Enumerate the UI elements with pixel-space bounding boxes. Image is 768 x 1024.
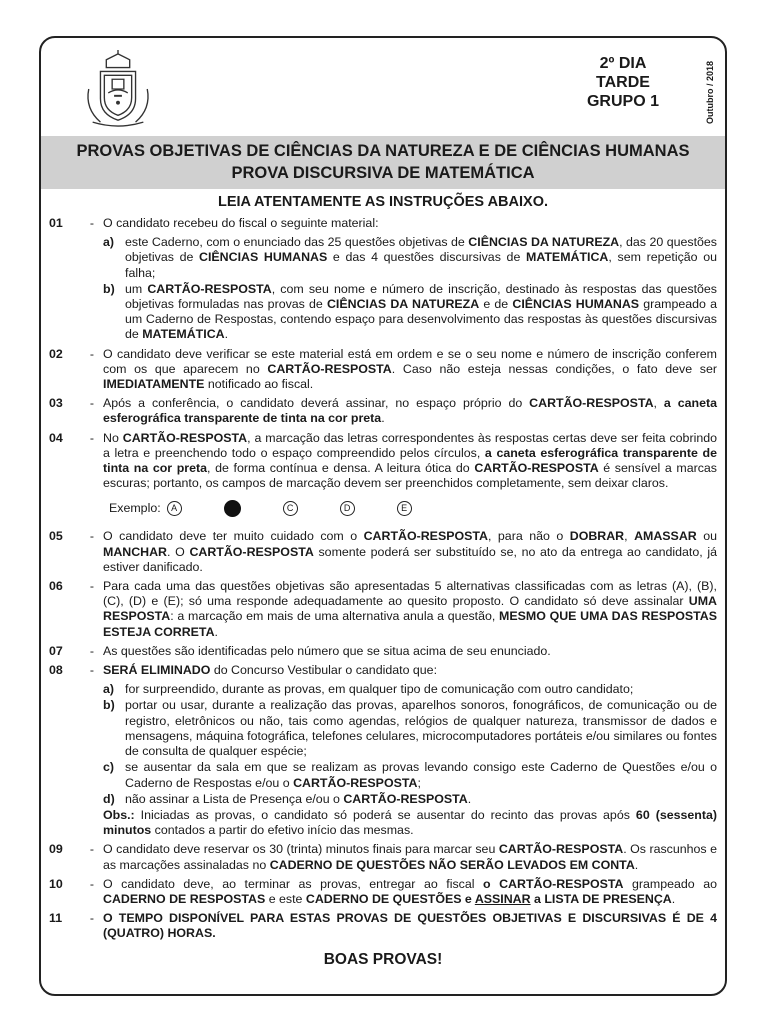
answer-marking-example (109, 495, 717, 521)
exam-title-line1: PROVAS OBJETIVAS DE CIÊNCIAS DA NATUREZA E DE CIÊNCIAS HUMANAS (76, 142, 690, 160)
item-number: 02 (49, 346, 63, 361)
item-number: 01 (49, 216, 63, 230)
item-number: 09 (49, 842, 63, 857)
item-text: O candidato deve ter muito cuidado com o CARTÃO-RESPOSTA, para não o DOBRAR, AMASSAR ou MANCHAR. O CARTÃO-RESPOSTA somente poderá ser substituído se, no ato da entrega ao candidato, já estiver danificado. (103, 529, 718, 574)
item-dash: - (89, 396, 95, 411)
example-option-c: C (283, 501, 298, 516)
exam-day-block (573, 54, 673, 111)
subitem-08d (103, 792, 717, 807)
item-dash: - (89, 842, 95, 857)
item-dash: - (89, 663, 95, 678)
item-dash: - (89, 430, 95, 445)
instruction-item-04 (49, 431, 717, 492)
item-dash: - (89, 579, 95, 594)
item-number: 06 (49, 579, 63, 594)
subitem-08c (103, 760, 717, 790)
item-text: Após a conferência, o candidato deverá assinar, no espaço próprio do CARTÃO-RESPOSTA, a caneta esferográfica transparente de tinta na cor preta. (103, 396, 718, 426)
instruction-item-02 (49, 347, 717, 393)
item-text: SERÁ ELIMINADO do Concurso Vestibular o candidato que: (103, 663, 438, 678)
instructions-list (41, 216, 725, 967)
item-number: 03 (49, 396, 63, 411)
item-number: 07 (49, 643, 63, 658)
item-text: O candidato deve reservar os 30 (trinta) minutos finais para marcar seu CARTÃO-RESPOSTA. Os rascunhos e as marcações assinaladas no CADERNO DE QUESTÕES NÃO SERÃO LEVADOS EM CONTA. (103, 842, 717, 872)
instruction-item-03 (49, 396, 717, 426)
item-dash: - (89, 911, 95, 926)
item-text: As questões são identificadas pelo número que se situa acima de seu enunciado. (103, 643, 551, 658)
exam-date: Outubro / 2018 (705, 60, 715, 124)
item-text: Para cada uma das questões objetivas são apresentadas 5 alternativas classificadas com as letras (A), (B), (C), (D) e (E); só uma responde adequadamente ao quesito proposto. O candidato só deve assinalar UMA RESPOSTA: a marcação em mais de uma alternativa anula a questão, MESMO QUE UMA DAS RESPOSTAS ESTEJA CORRETA. (103, 579, 717, 639)
exam-cover-frame (39, 36, 727, 996)
subitem-label: d) (103, 791, 115, 806)
university-crest-icon (79, 50, 157, 128)
subitem-08b (103, 698, 717, 759)
exam-day: 2º DIA (599, 55, 647, 72)
subitem-label: b) (103, 698, 115, 713)
item-dash: - (89, 876, 95, 891)
instruction-item-07 (49, 644, 717, 659)
item-text: O TEMPO DISPONÍVEL PARA ESTAS PROVAS DE QUESTÕES OBJETIVAS E DISCURSIVAS É DE 4 (QUATRO) HORAS. (103, 911, 717, 941)
instruction-item-06 (49, 579, 717, 640)
instruction-item-05 (49, 529, 717, 575)
example-option-d: D (340, 501, 355, 516)
exam-title-banner (41, 136, 725, 189)
item-number: 11 (49, 911, 63, 926)
subitem-01b (103, 282, 717, 343)
subitem-label: b) (103, 281, 115, 296)
instruction-08-subitems (103, 682, 717, 807)
instruction-01-subitems (103, 235, 717, 342)
exam-group: GRUPO 1 (586, 93, 659, 110)
item-text: O candidato deve verificar se este material está em ordem e se o seu nome e número de inscrição conferem com os que aparecem no CARTÃO-RESPOSTA. Caso não esteja nessas condições, o fato deve ser IMEDIATAMENTE notificado ao fiscal. (103, 346, 717, 392)
subitem-01a (103, 235, 717, 281)
item-number: 10 (49, 876, 63, 891)
subitem-text: este Caderno, com o enunciado das 25 questões objetivas de CIÊNCIAS DA NATUREZA, das 20 questões objetivas de CIÊNCIAS HUMANAS e das 4 questões discursivas de MATEMÁTICA, sem repetição ou falha; (125, 235, 718, 280)
example-option-e: E (397, 501, 412, 516)
item-number: 04 (49, 430, 63, 445)
item-dash: - (89, 216, 95, 230)
item-dash: - (89, 643, 95, 658)
example-label: Exemplo: (109, 500, 161, 515)
item-dash: - (89, 346, 95, 361)
subitem-text: um CARTÃO-RESPOSTA, com seu nome e número de inscrição, destinado às respostas das questões objetivas formuladas nas provas de CIÊNCIAS DA NATUREZA e de CIÊNCIAS HUMANAS grampeado a um Caderno de Respostas, contendo espaço para desenvolvimento das respostas às questões discursivas de MATEMÁTICA. (125, 281, 718, 342)
item-dash: - (89, 529, 95, 544)
exam-period: TARDE (596, 74, 650, 91)
exam-title-line2: PROVA DISCURSIVA DE MATEMÁTICA (231, 164, 535, 182)
subitem-label: a) (103, 235, 115, 250)
observation-note: Obs.: Iniciadas as provas, o candidato só poderá se ausentar do recinto das provas após 60 (sessenta) minutos contados a partir do efetivo início das mesmas. (103, 807, 717, 838)
subitem-label: c) (103, 760, 115, 775)
header (41, 38, 725, 130)
instruction-item-11 (49, 911, 717, 941)
closing-message: BOAS PROVAS! (323, 950, 443, 968)
subitem-text: não assinar a Lista de Presença e/ou o CARTÃO-RESPOSTA. (125, 791, 472, 806)
subitem-label: a) (103, 682, 115, 697)
item-text: No CARTÃO-RESPOSTA, a marcação das letras correspondentes às respostas certas deve ser feita cobrindo a letra e preenchendo todo o espaço compreendido pelos círculos, a caneta esferográfica transparente de tinta na cor preta, de forma contínua e densa. A leitura ótica do CARTÃO-RESPOSTA é sensível a marcas escuras; portanto, os campos de marcação devem ser preenchidos completamente, sem deixar claros. (103, 430, 717, 491)
item-text: O candidato recebeu do fiscal o seguinte material: (103, 216, 379, 230)
subitem-text: portar ou usar, durante a realização das provas, aparelhos sonoros, fonográficos, de comunicação ou de registro, eletrônicos ou não, tais como agendas, relógios de qualquer natureza, transmissor de dados e mensagens, máquina fotográfica, telefones celulares, microcomputadores portáteis e/ou similares ou fontes de consulta de qualquer espécie; (125, 698, 717, 759)
item-number: 08 (49, 663, 63, 678)
example-option-b-filled (224, 500, 241, 517)
instruction-item-09 (49, 842, 717, 872)
item-number: 05 (49, 529, 63, 544)
instructions-heading: LEIA ATENTAMENTE AS INSTRUÇÕES ABAIXO. (217, 194, 549, 210)
example-option-a: A (167, 501, 182, 516)
subitem-text: for surpreendido, durante as provas, em qualquer tipo de comunicação com outro candidato; (125, 682, 634, 697)
instruction-item-08 (49, 663, 717, 678)
instruction-item-01 (49, 216, 717, 231)
instruction-item-10 (49, 877, 717, 907)
subitem-text: se ausentar da sala em que se realizam as provas levando consigo este Caderno de Questões e/ou o Caderno de Respostas e/ou o CARTÃO-RESPOSTA; (125, 760, 717, 790)
item-text: O candidato deve, ao terminar as provas, entregar ao fiscal o CARTÃO-RESPOSTA grampeado ao CADERNO DE RESPOSTAS e este CADERNO DE QUESTÕES e ASSINAR a LISTA DE PRESENÇA. (103, 876, 717, 906)
subitem-08a (103, 682, 717, 697)
